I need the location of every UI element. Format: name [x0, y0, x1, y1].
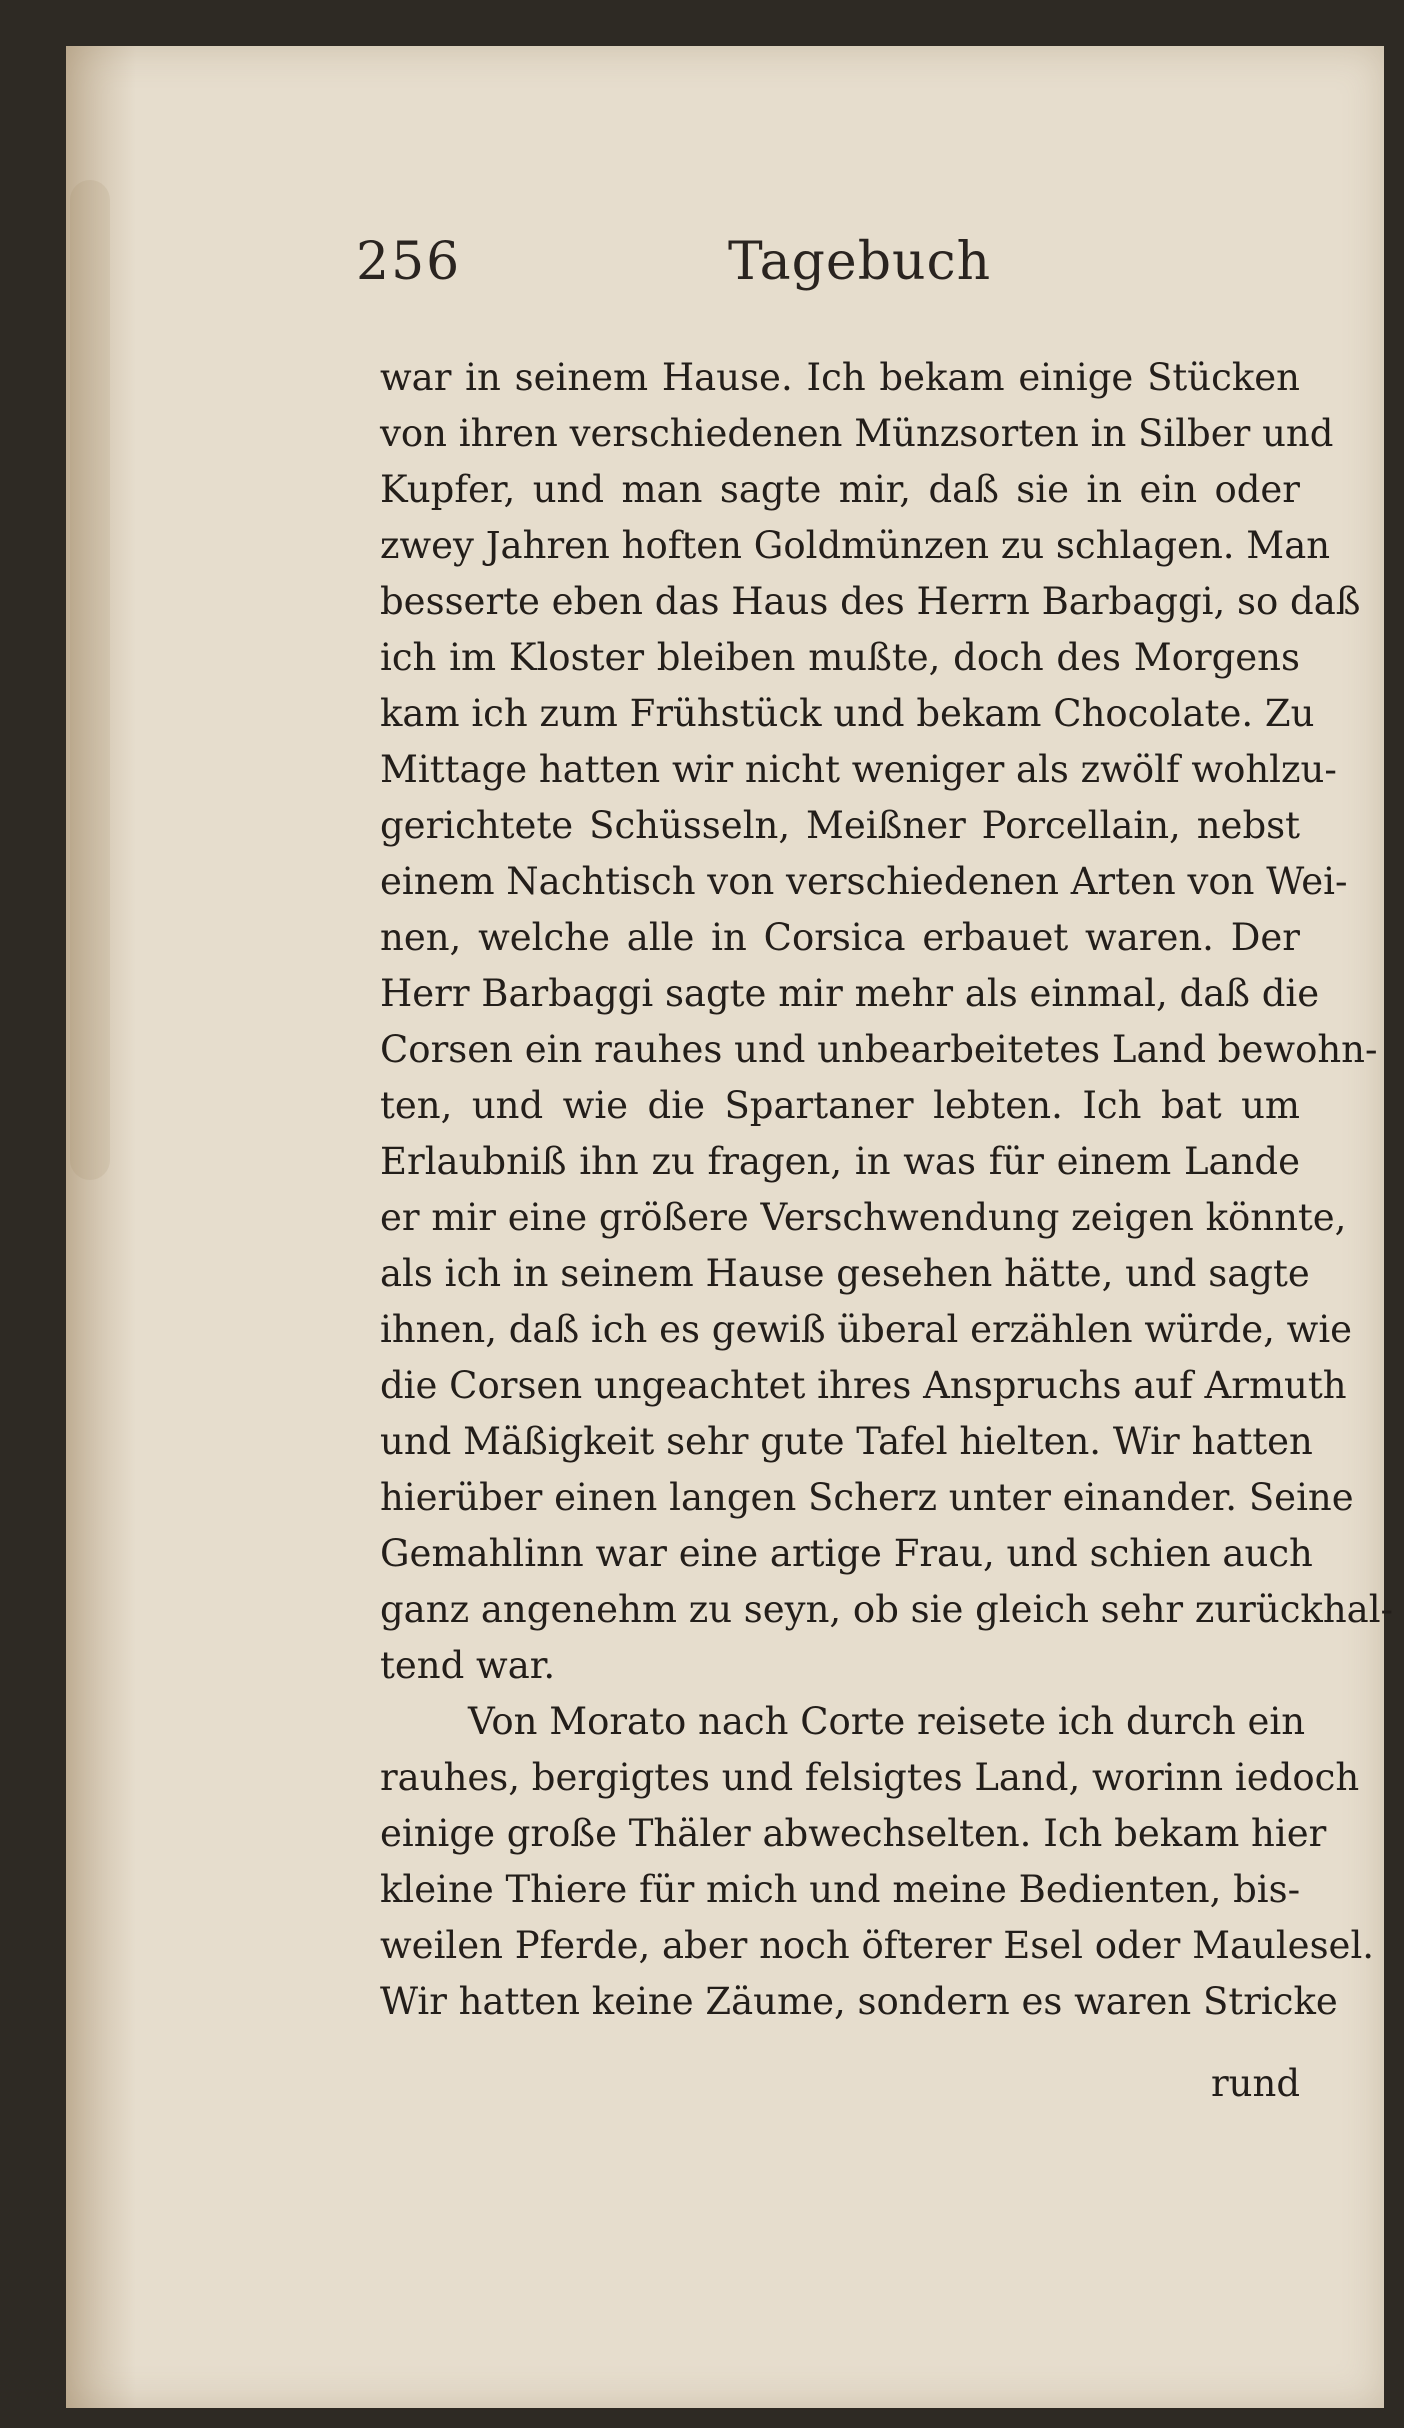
page-stain [70, 180, 110, 1180]
catchword: rund [1210, 2062, 1300, 2105]
body-text [380, 350, 1394, 2030]
page-header [356, 232, 1286, 302]
text-line: hierüber einen langen Scherz unter einander. Seine [380, 1476, 1354, 1519]
text-line: er mir eine größere Verschwendung zeigen könnte, [380, 1196, 1347, 1239]
text-line: von ihren verschiedenen Münzsorten in Silber und [380, 412, 1334, 455]
text-line: kam ich zum Frühstück und bekam Chocolate. Zu [380, 692, 1315, 735]
text-line: Herr Barbaggi sagte mir mehr als einmal, daß die [380, 972, 1320, 1015]
running-head: Tagebuch [728, 232, 992, 292]
text-line: besserte eben das Haus des Herrn Barbaggi, so daß [380, 580, 1361, 623]
page-number: 256 [356, 232, 462, 292]
text-line: zwey Jahren hoften Goldmünzen zu schlagen. Man [380, 524, 1331, 567]
text-line: Corsen ein rauhes und unbearbeitetes Land bewohn- [380, 1028, 1378, 1071]
text-line: war in seinem Hause. Ich bekam einige Stücken [380, 356, 1300, 399]
text-line: ich im Kloster bleiben mußte, doch des Morgens [380, 636, 1300, 679]
text-line: Wir hatten keine Zäume, sondern es waren Stricke [380, 1980, 1338, 2023]
text-line: weilen Pferde, aber noch öfterer Esel oder Maulesel. [380, 1924, 1375, 1967]
text-line: ihnen, daß ich es gewiß überal erzählen würde, wie [380, 1308, 1353, 1351]
text-line: kleine Thiere für mich und meine Bedienten, bis- [380, 1868, 1301, 1911]
text-line: die Corsen ungeachtet ihres Anspruchs auf Armuth [380, 1364, 1347, 1407]
text-line: Erlaubniß ihn zu fragen, in was für einem Lande [380, 1140, 1300, 1183]
text-line: und Mäßigkeit sehr gute Tafel hielten. Wir hatten [380, 1420, 1313, 1463]
text-line: ten, und wie die Spartaner lebten. Ich bat um [380, 1084, 1300, 1127]
text-line: Mittage hatten wir nicht weniger als zwölf wohlzu- [380, 748, 1337, 791]
text-line: ganz angenehm zu seyn, ob sie gleich sehr zurückhal- [380, 1588, 1394, 1631]
text-line: als ich in seinem Hause gesehen hätte, und sagte [380, 1252, 1310, 1295]
paragraph-end-line: tend war. [380, 1644, 556, 1687]
text-line: gerichtete Schüsseln, Meißner Porcellain, nebst [380, 804, 1300, 847]
text-line: Gemahlinn war eine artige Frau, und schien auch [380, 1532, 1313, 1575]
text-line: nen, welche alle in Corsica erbauet waren. Der [380, 916, 1300, 959]
paragraph-first-line: Von Morato nach Corte reisete ich durch ein [468, 1700, 1306, 1743]
text-line: Kupfer, und man sagte mir, daß sie in ein oder [380, 468, 1300, 511]
text-line: einem Nachtisch von verschiedenen Arten von Wei- [380, 860, 1348, 903]
text-line: rauhes, bergigtes und felsigtes Land, worinn iedoch [380, 1756, 1360, 1799]
text-line: einige große Thäler abwechselten. Ich bekam hier [380, 1812, 1327, 1855]
